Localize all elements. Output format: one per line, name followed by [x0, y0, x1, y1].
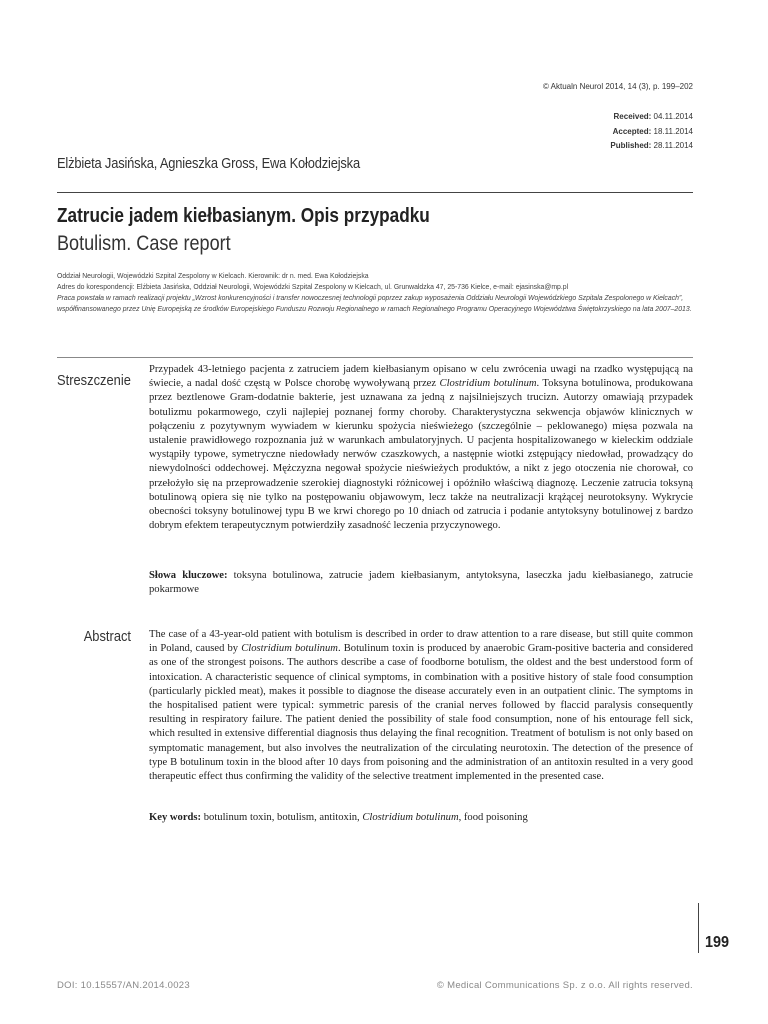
author-list: Elżbieta Jasińska, Agnieszka Gross, Ewa Kołodziejska [57, 155, 360, 172]
header-divider [57, 192, 693, 193]
funding-line-1: Praca powstała w ramach realizacji projektu „Wzrost konkurencyjności i transfer nowoczesnej technologii poprzez zakup wyposażenia Oddziału Neurologii Wojewódzkiego Szpitala Zespolonego w Kielcach”, [57, 293, 684, 302]
received-label: Received: [613, 112, 652, 121]
correspondence-line: Adres do korespondencji: Elżbieta Jasińska, Oddział Neurologii, Wojewódzki Szpital Zespolony w Kielcach, ul. Grunwaldzka 47, 25-736 Kielce, e-mail: ejasinska@mp.pl [57, 282, 569, 291]
abstract-keywords-end: , food poisoning [458, 812, 528, 823]
article-dates [610, 110, 693, 154]
abstract-keywords-start: botulinum toxin, botulism, antitoxin, [201, 812, 363, 823]
streszczenie-species-name: Clostridium botulinum [439, 378, 537, 390]
abstract-paragraph [149, 628, 693, 784]
page-number-rule [698, 903, 699, 953]
doi: DOI: 10.15557/AN.2014.0023 [57, 980, 190, 991]
published-line [610, 139, 693, 154]
streszczenie-text-end: . Toksyna botulinowa, produkowana przez beztlenowe Gram-dodatnie bakterie, jest uznawana za jedną z najsilniejszych trucizn. Autorzy omawiają przypadek botulizmu pokarmowego, czyli najlepiej poznanej formy choroby. Charakterystyczna sekwencja objawów klinicznych w połączeniu z pozytywnym wywiadem w kierunku spożycia nieświeżego (szczególnie – peklowanego) mięsa pozwala na ustalenie prawidłowego rozpoznania już w warunkach ambulatoryjnych. U pacjenta hospitalizowanego w kieleckim oddziale wystąpiły typowe, symetryczne niedowłady nerwów czaszkowych, a następnie wiotki zstępujący niedowład, prowadzący do niewydolności oddechowej. Mężczyzna negował spożycie nieświeżych produktów, a nikt z jego otoczenia nie chorował, co przełożyło się na przeprowadzenie szerokiej diagnostyki różnicowej i opóźniło właściwą diagnozę. Leczenie zatrucia toksyną botulinową opiera się nie tylko na postępowaniu objawowym, lecz także na neutralizacji krążącej neurotoksyny. Wykrycie obecności toksyny botulinowej typu B we krwi chorego po 10 dniach od zatrucia i podanie antytoksyny botulinowej z bardzo dobrym efektem terapeutycznym potwierdziły zasadność leczenia przyczynowego. [149, 378, 693, 532]
article-title-english: Botulism. Case report [57, 232, 231, 255]
streszczenie-keywords-list: toksyna botulinowa, zatrucie jadem kiełbasianym, antytoksyna, laseczka jadu kiełbasianego, zatrucie pokarmowe [149, 570, 693, 596]
published-date: 28.11.2014 [653, 141, 693, 150]
copyright-notice: © Medical Communications Sp. z o.o. All rights reserved. [436, 980, 693, 991]
section-divider [57, 357, 693, 358]
article-title-polish: Zatrucie jadem kiełbasianym. Opis przypadku [57, 205, 430, 227]
funding-line-2: współfinansowanego przez Unię Europejską ze środków Europejskiego Funduszu Rozwoju Regionalnego w ramach Regionalnego Programu Operacyjnego Województwa Świętokrzyskiego na lata 2007–2013. [57, 304, 692, 313]
abstract-keywords-species: Clostridium botulinum [362, 812, 459, 823]
abstract-heading: Abstract [83, 628, 131, 645]
streszczenie-heading: Streszczenie [57, 372, 131, 389]
streszczenie-keywords-label: Słowa kluczowe: [149, 570, 228, 581]
abstract-keywords-label: Key words: [149, 812, 202, 823]
published-label: Published: [610, 141, 652, 150]
abstract-species-name: Clostridium botulinum [241, 643, 338, 655]
streszczenie-paragraph [149, 363, 693, 533]
accepted-line [610, 125, 693, 140]
streszczenie-text-start: Przypadek 43-letniego pacjenta z zatruciem jadem kiełbasianym opisano w celu zwrócenia uwagi na rzadko występującą na świecie, a nadal dość częstą w Polsce chorobę wywoływaną przez [149, 364, 693, 390]
accepted-date: 18.11.2014 [653, 126, 693, 136]
affiliation-line: Oddział Neurologii, Wojewódzki Szpital Zespolony w Kielcach. Kierownik: dr n. med. Ewa Kołodziejska [57, 271, 369, 280]
journal-citation: © Aktualn Neurol 2014, 14 (3), p. 199–202 [543, 82, 693, 91]
abstract-text-start: The case of a 43-year-old patient with botulism is described in order to draw attention to a rare disease, but still quite common in Poland, caused by [149, 629, 693, 655]
page-number: 199 [705, 934, 730, 951]
accepted-label: Accepted: [612, 126, 652, 136]
abstract-text-end: . Botulinum toxin is produced by anaerobic Gram-positive bacteria and considered as one of the strongest poisons. The authors describe a case of foodborne botulism, the oldest and the best understood form of intoxication. A characteristic sequence of clinical symptoms, in combination with a positive history of stale food consumption (particularly pickled meat), makes it possible to diagnose the disease accurately even in an outpatient clinic. The symptoms in the hospitalised patient were typical: symmetric paresis of the cranial nerves followed by flaccid paralysis consequently resulting in respiratory failure. The patient denied the possibility of stale food consumption, none of his entourage fell sick, which resulted in extensive differential diagnosis thus delaying the final recognition. Treatment of botulism is not only based on symptomatic management, but also involves the neutralization of the circulating neurotoxin. The detection of the presence of type B botulinum toxin in the blood after 10 days from poisoning and the administration of an antitoxin resulted in a very good therapeutic effect thus confirming the validity of the selective treatment implemented in the presented case. [149, 643, 694, 783]
received-date: 04.11.2014 [653, 112, 693, 121]
streszczenie-keywords [149, 569, 693, 597]
received-line [610, 110, 693, 125]
affiliation-block [57, 270, 692, 314]
abstract-keywords [149, 811, 693, 825]
